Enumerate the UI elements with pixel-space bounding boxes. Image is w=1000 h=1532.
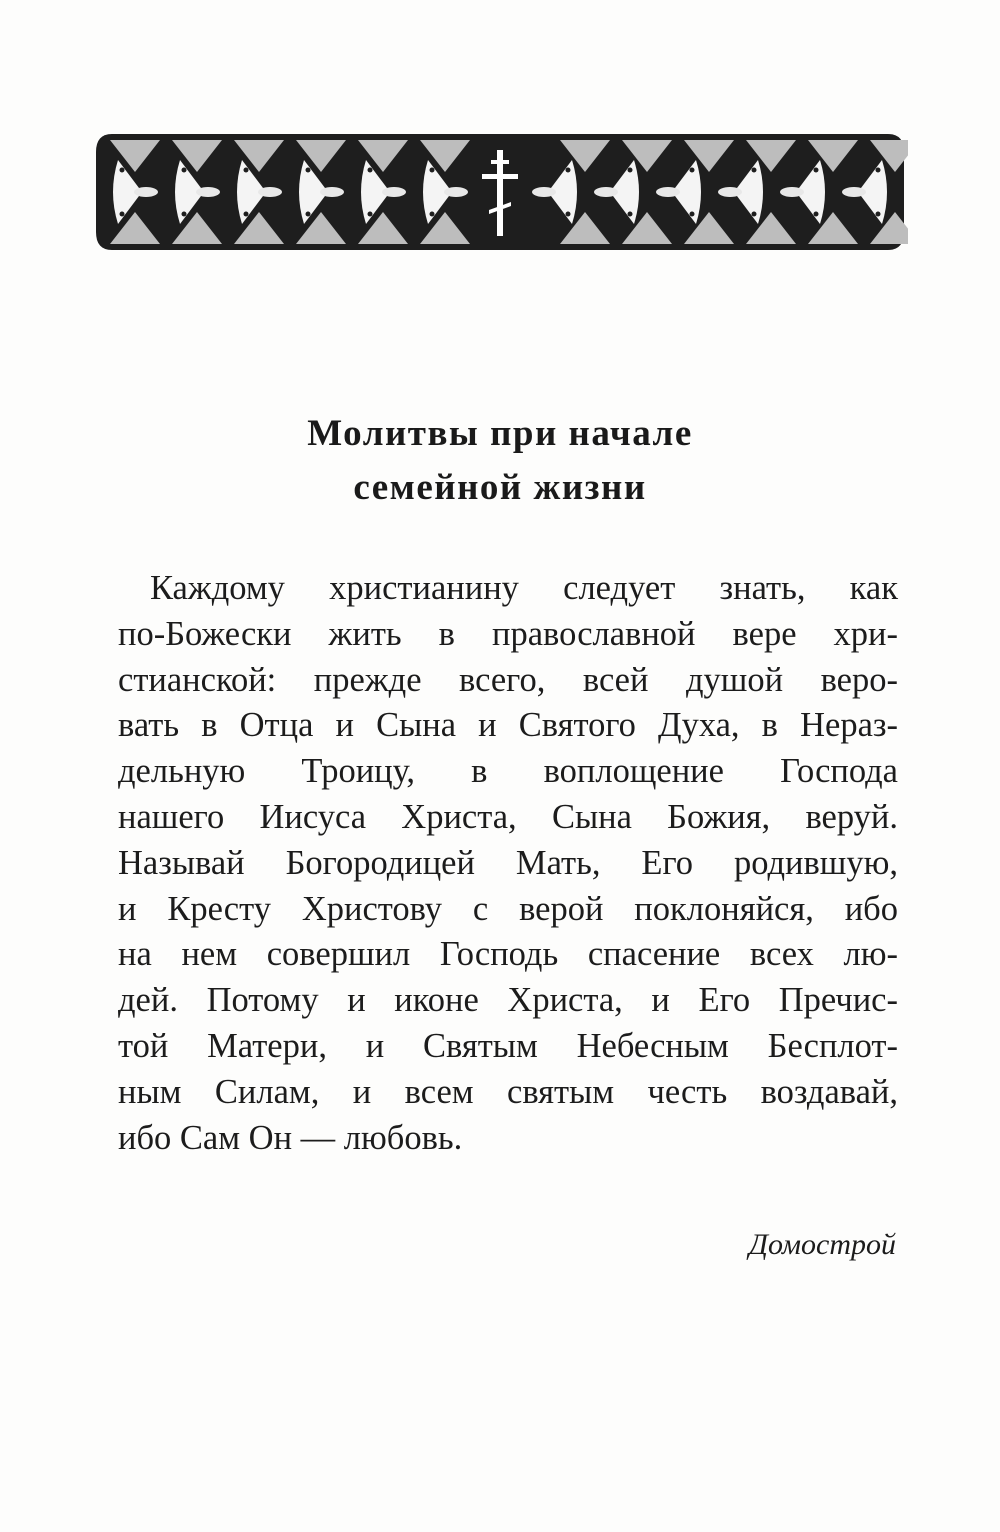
text-line: стианской: прежде всего, всей душой веро- [118, 660, 898, 699]
body-paragraph [118, 566, 898, 1161]
decorative-header-ornament [92, 130, 908, 254]
text-line: дей. Потому и иконе Христа, и Его Пречис- [118, 981, 898, 1020]
text-line: на нем совершил Господь спасение всех лю- [118, 935, 898, 974]
text-line: вать в Отца и Сына и Святого Духа, в Нераз- [118, 706, 898, 745]
text-line: ибо Сам Он — любовь. [118, 1118, 463, 1157]
text-line: нашего Иисуса Христа, Сына Божия, веруй. [118, 797, 898, 836]
text-line: Каждому христианину следует знать, как [150, 569, 898, 607]
page-title-line-1: Молитвы при начале [307, 413, 693, 454]
text-line: по-Божески жить в православной вере хри- [118, 614, 898, 653]
attribution: Домострой [748, 1228, 896, 1261]
text-line: той Матери, и Святым Небесным Бесплот- [118, 1026, 898, 1065]
text-line: ным Силам, и всем святым честь воздавай, [118, 1072, 898, 1111]
text-line: Называй Богородицей Мать, Его родившую, [118, 843, 898, 882]
page-title-line-2: семейной жизни [353, 467, 647, 508]
text-line: дельную Троицу, в воплощение Господа [118, 752, 898, 791]
text-line: и Кресту Христову с верой поклоняйся, ибо [118, 889, 898, 928]
